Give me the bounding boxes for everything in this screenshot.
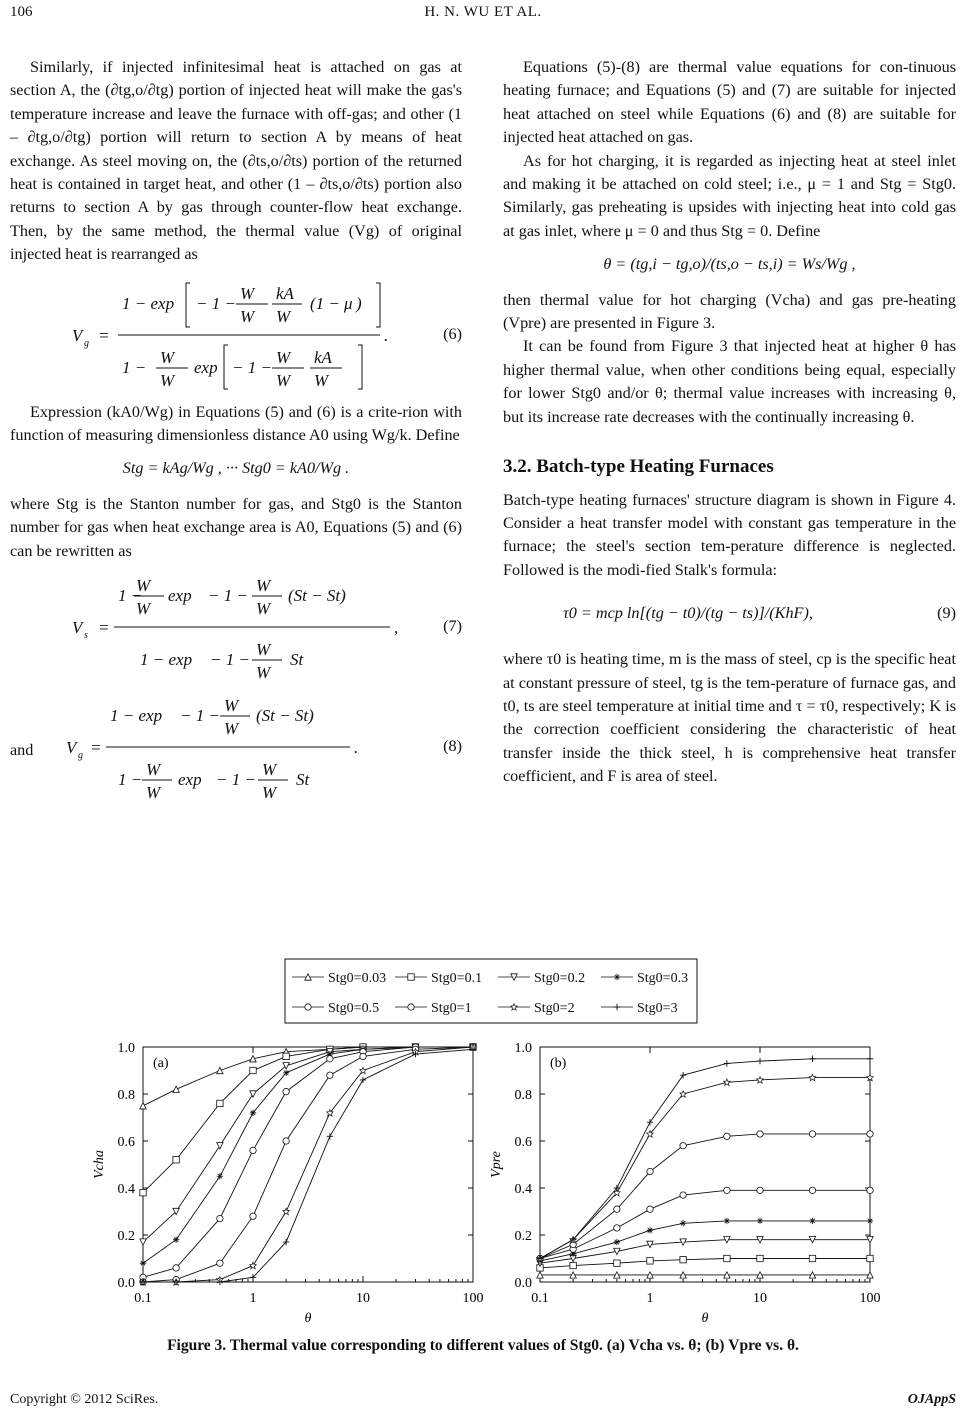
series-line (540, 1240, 870, 1264)
data-point (173, 1157, 179, 1163)
definition-equation: Stg = kAg/Wg , ··· Stg0 = kA0/Wg . (122, 459, 350, 478)
series-line (143, 1047, 473, 1242)
svg-text:W: W (240, 283, 255, 303)
svg-text:W: W (160, 347, 175, 367)
legend-label: Stg0=3 (637, 1001, 678, 1016)
data-point (173, 1265, 179, 1271)
series-line (143, 1049, 473, 1282)
data-point (724, 1187, 730, 1193)
data-point (680, 1256, 686, 1262)
svg-text:=: = (98, 325, 110, 345)
x-tick-label: 100 (859, 1291, 881, 1306)
legend-label: Stg0=0.5 (328, 1001, 380, 1016)
data-point (724, 1255, 730, 1261)
y-tick-label: 0.4 (117, 1182, 135, 1197)
data-point (724, 1060, 730, 1066)
equation-8-number: (8) (443, 737, 462, 756)
right-paragraph-4: It can be found from Figure 3 that injected heat at higher θ has higher thermal value, when other conditions being equal, especially for lower Stg0 and/or θ; thermal value increases with increasing θ, but its increase rate decreases with the continually increasing θ. (503, 337, 956, 426)
svg-text:exp: exp (168, 586, 192, 606)
svg-text:W: W (256, 576, 271, 596)
svg-text:kA: kA (314, 347, 332, 367)
data-point (614, 1206, 620, 1212)
data-point (140, 1103, 146, 1109)
data-point (570, 1262, 576, 1268)
svg-text:W: W (276, 306, 291, 326)
left-paragraph-1: Similarly, if injected infinitesimal heat is attached on gas at section A, the (∂tg,o/∂tg) portion of injected heat will make the gas's temperature increase and leave the furnace with off-gas; and other (1 – ∂tg,o/∂tg) portion will return to section A by means of heat exchange. As steel moving on, the (∂ts,o/∂ts) portion of the returned heat is contained in target heat, and other (1 – ∂ts,o/∂ts) portion also returns to section A by gas through counter-flow heat exchange. Then, by the same method, the thermal value (Vg) of original injected heat is rearranged as (10, 58, 462, 264)
data-point (614, 1225, 620, 1231)
y-tick-label: 0.0 (117, 1276, 135, 1291)
data-point (614, 1260, 620, 1266)
running-title: H. N. WU ET AL. (424, 4, 542, 20)
y-tick-label: 0.6 (514, 1135, 532, 1150)
y-tick-label: 1.0 (514, 1041, 532, 1056)
right-paragraph-3: then thermal value for hot charging (Vcha) and gas pre-heating (Vpre) are presented in Figure 3. (503, 290, 956, 333)
svg-text:W: W (146, 760, 161, 780)
svg-text:V: V (72, 325, 83, 345)
data-point (809, 1255, 815, 1261)
data-point (360, 1053, 366, 1059)
data-point (724, 1218, 730, 1224)
data-point (283, 1208, 289, 1214)
svg-text:W: W (256, 599, 271, 619)
legend-label: Stg0=0.1 (431, 971, 483, 986)
data-point (757, 1058, 763, 1064)
data-point (283, 1053, 289, 1059)
y-tick-label: 0.2 (514, 1229, 532, 1244)
legend-label: Stg0=0.03 (328, 971, 387, 986)
data-point (283, 1088, 289, 1094)
data-point (140, 1239, 146, 1245)
data-point (173, 1237, 179, 1243)
data-point (680, 1220, 686, 1226)
equation-6 (10, 275, 462, 393)
legend-marker (408, 1004, 414, 1010)
equation-6-graphic (10, 275, 462, 393)
svg-text:W: W (276, 347, 291, 367)
panel-label-b: (b) (550, 1056, 567, 1071)
theta-definition: θ = (tg,i − tg,o)/(ts,o − ts,i) = Ws/Wg , (603, 255, 856, 274)
svg-text:W: W (256, 640, 271, 660)
legend-label: Stg0=0.2 (534, 971, 586, 986)
left-paragraph-3: where Stg is the Stanton number for gas, and Stg0 is the Stanton number for gas when heat exchange area is A0, Equations (5) and (6) can be rewritten as (10, 494, 462, 560)
svg-text:V: V (72, 618, 83, 638)
data-point (757, 1187, 763, 1193)
svg-text:W: W (224, 719, 239, 739)
svg-text:1 − exp: 1 − exp (110, 706, 163, 726)
svg-text:.: . (384, 325, 389, 345)
svg-text:1 −: 1 − (118, 770, 143, 790)
svg-text:=: = (98, 618, 110, 638)
series-line (540, 1059, 870, 1259)
svg-text:=: = (90, 738, 102, 758)
figure-caption: Figure 3. Thermal value corresponding to different values of Stg0. (a) Vcha vs. θ; (b) Vpre vs. θ. (167, 1337, 799, 1354)
x-tick-label: 10 (356, 1291, 370, 1306)
x-tick-label: 10 (753, 1291, 767, 1306)
data-point (809, 1074, 815, 1080)
data-point (680, 1192, 686, 1198)
svg-text:W: W (262, 760, 277, 780)
data-point (809, 1218, 815, 1224)
y-axis-label: Vcha (92, 1150, 107, 1179)
y-tick-label: 0.8 (117, 1088, 135, 1103)
y-tick-label: 0.4 (514, 1182, 532, 1197)
svg-text:W: W (314, 370, 329, 390)
svg-text:St: St (290, 650, 304, 670)
svg-text:W: W (256, 663, 271, 683)
x-tick-label: 0.1 (531, 1291, 549, 1306)
equation-7-number: (7) (443, 617, 462, 636)
left-paragraph-2: Expression (kA0/Wg) in Equations (5) and (6) is a crite-rion with function of measuring dimensionless distance A0 using Wg/k. Define (10, 402, 462, 445)
data-point (250, 1147, 256, 1153)
data-point (680, 1143, 686, 1149)
svg-text:exp: exp (178, 770, 202, 790)
svg-text:W: W (262, 783, 277, 803)
svg-text:(St − St): (St − St) (256, 706, 314, 726)
svg-text:exp: exp (194, 357, 218, 377)
svg-text:− 1 −: − 1 − (216, 770, 256, 790)
right-column (503, 56, 956, 789)
x-axis-label: θ (701, 1311, 709, 1325)
svg-text:− 1 −: − 1 − (196, 293, 236, 313)
data-point (217, 1260, 223, 1266)
data-point (867, 1218, 873, 1224)
right-paragraph-6: where τ0 is heating time, m is the mass of steel, cp is the specific heat at constant pressure of steel, tg is the tem-perature of furnace gas, and t0, ts are steel temperature at initial time and τ = τ0, respectively; K is the correction coefficient considering the characteristic of heat transfer inside the thick steel, h is comprehensive heat transfer coefficient, and F is area of steel. (503, 650, 956, 786)
left-column (10, 56, 462, 811)
svg-text:W: W (224, 696, 239, 716)
right-paragraph-5: Batch-type heating furnaces' structure diagram is shown in Figure 4. Consider a heat transfer model with constant gas temperature in the furnace; the steel's section tem-perature difference is neglected. Followed is the modi-fied Stalk's formula: (503, 490, 956, 579)
data-point (757, 1255, 763, 1261)
legend-label: Stg0=0.3 (637, 971, 689, 986)
equation-7-graphic (10, 571, 462, 683)
page-header (0, 0, 966, 30)
y-tick-label: 0.6 (117, 1135, 135, 1150)
plot-frame-b (540, 1047, 870, 1282)
svg-text:1 −: 1 − (118, 586, 143, 606)
data-point (809, 1131, 815, 1137)
data-point (140, 1190, 146, 1196)
x-tick-label: 1 (646, 1291, 654, 1306)
data-point (867, 1131, 873, 1137)
journal-name: OJAppS (907, 1392, 956, 1407)
legend-marker (614, 974, 620, 980)
legend-label: Stg0=1 (431, 1001, 472, 1016)
data-point (757, 1077, 763, 1083)
data-point (327, 1056, 333, 1062)
svg-text:,: , (394, 618, 399, 638)
svg-text:− 1 −: − 1 − (210, 650, 250, 670)
svg-text:St: St (296, 770, 310, 790)
data-point (327, 1072, 333, 1078)
equation-9-number: (9) (937, 604, 956, 623)
svg-text:μ: μ (344, 293, 353, 313)
series-line (143, 1047, 473, 1106)
y-tick-label: 1.0 (117, 1041, 135, 1056)
data-point (867, 1056, 873, 1062)
svg-text:(1 −: (1 − (310, 293, 340, 313)
legend-label: Stg0=2 (534, 1001, 575, 1016)
copyright-text: Copyright © 2012 SciRes. (10, 1392, 159, 1407)
svg-text:− 1 −: − 1 − (180, 706, 220, 726)
svg-text:): ) (356, 293, 362, 313)
figure-3 (80, 955, 900, 1325)
data-point (250, 1067, 256, 1073)
svg-text:W: W (240, 306, 255, 326)
data-point (360, 1067, 366, 1073)
data-point (250, 1262, 256, 1268)
data-point (217, 1215, 223, 1221)
data-point (217, 1067, 223, 1073)
data-point (360, 1077, 366, 1083)
data-point (647, 1119, 653, 1125)
svg-text:− 1 −: − 1 − (232, 357, 272, 377)
x-axis-label: θ (304, 1311, 312, 1325)
svg-text:1 − exp: 1 − exp (140, 650, 193, 670)
data-point (614, 1239, 620, 1245)
svg-text:V: V (66, 738, 77, 758)
equation-8 (10, 691, 462, 803)
data-point (647, 1206, 653, 1212)
section-heading: 3.2. Batch-type Heating Furnaces (503, 456, 774, 478)
data-point (647, 1258, 653, 1264)
legend-marker (305, 1004, 311, 1010)
data-point (173, 1086, 179, 1092)
svg-text:W: W (136, 599, 151, 619)
svg-text:kA: kA (276, 283, 294, 303)
and-word: and (10, 741, 34, 760)
equation-7 (10, 571, 462, 683)
svg-text:g: g (84, 337, 89, 349)
equation-9-body: τ0 = mcp ln[(tg − t0)/(tg − ts)]/(KhF), (563, 604, 813, 623)
data-point (217, 1143, 223, 1149)
equation-8-graphic (10, 691, 462, 803)
right-paragraph-2: As for hot charging, it is regarded as injecting heat at steel inlet and making it be attached on cold steel; i.e., μ = 1 and Stg = Stg0. Similarly, gas preheating is upsides with injecting heat into cold gas at gas inlet, where μ = 0 and thus Stg = 0. Define (503, 151, 956, 240)
svg-text:1 −: 1 − (122, 357, 147, 377)
data-point (647, 1227, 653, 1233)
data-point (250, 1091, 256, 1097)
equation-9 (503, 592, 956, 638)
y-tick-label: 0.8 (514, 1088, 532, 1103)
legend-marker (408, 974, 414, 980)
y-tick-label: 0.0 (514, 1276, 532, 1291)
data-point (680, 1091, 686, 1097)
figure-3-svg (80, 955, 900, 1325)
panel-label-a: (a) (153, 1056, 169, 1071)
svg-text:W: W (276, 370, 291, 390)
y-axis-label: Vpre (489, 1151, 504, 1178)
x-tick-label: 1 (249, 1291, 257, 1306)
x-tick-label: 100 (462, 1291, 484, 1306)
data-point (250, 1213, 256, 1219)
x-tick-label: 0.1 (134, 1291, 152, 1306)
data-point (867, 1187, 873, 1193)
y-tick-label: 0.2 (117, 1229, 135, 1244)
data-point (140, 1260, 146, 1266)
svg-text:W: W (136, 576, 151, 596)
series-line (540, 1259, 870, 1268)
data-point (283, 1138, 289, 1144)
data-point (724, 1133, 730, 1139)
data-point (757, 1131, 763, 1137)
data-point (327, 1133, 333, 1139)
svg-text:W: W (146, 783, 161, 803)
page-number: 106 (10, 4, 33, 20)
series-line (143, 1047, 473, 1263)
series-line (540, 1190, 870, 1258)
svg-text:(St − St): (St − St) (288, 586, 346, 606)
svg-text:s: s (84, 630, 88, 642)
data-point (809, 1187, 815, 1193)
svg-text:.: . (354, 738, 359, 758)
data-point (757, 1218, 763, 1224)
data-point (680, 1072, 686, 1078)
data-point (809, 1056, 815, 1062)
svg-text:W: W (160, 370, 175, 390)
page-footer (10, 1392, 956, 1408)
svg-text:g: g (78, 750, 83, 762)
right-paragraph-1: Equations (5)-(8) are thermal value equations for con-tinuous heating furnace; and Equations (5) and (7) are suitable for injected heat attached on steel while Equations (6) and (8) are suitable for injected heat attached on gas. (503, 58, 956, 147)
svg-text:1 − exp: 1 − exp (122, 293, 175, 313)
data-point (217, 1100, 223, 1106)
equation-6-number: (6) (443, 324, 462, 343)
data-point (647, 1168, 653, 1174)
svg-text:− 1 −: − 1 − (208, 586, 248, 606)
data-point (724, 1079, 730, 1085)
series-line (143, 1047, 473, 1193)
data-point (217, 1173, 223, 1179)
data-point (867, 1255, 873, 1261)
